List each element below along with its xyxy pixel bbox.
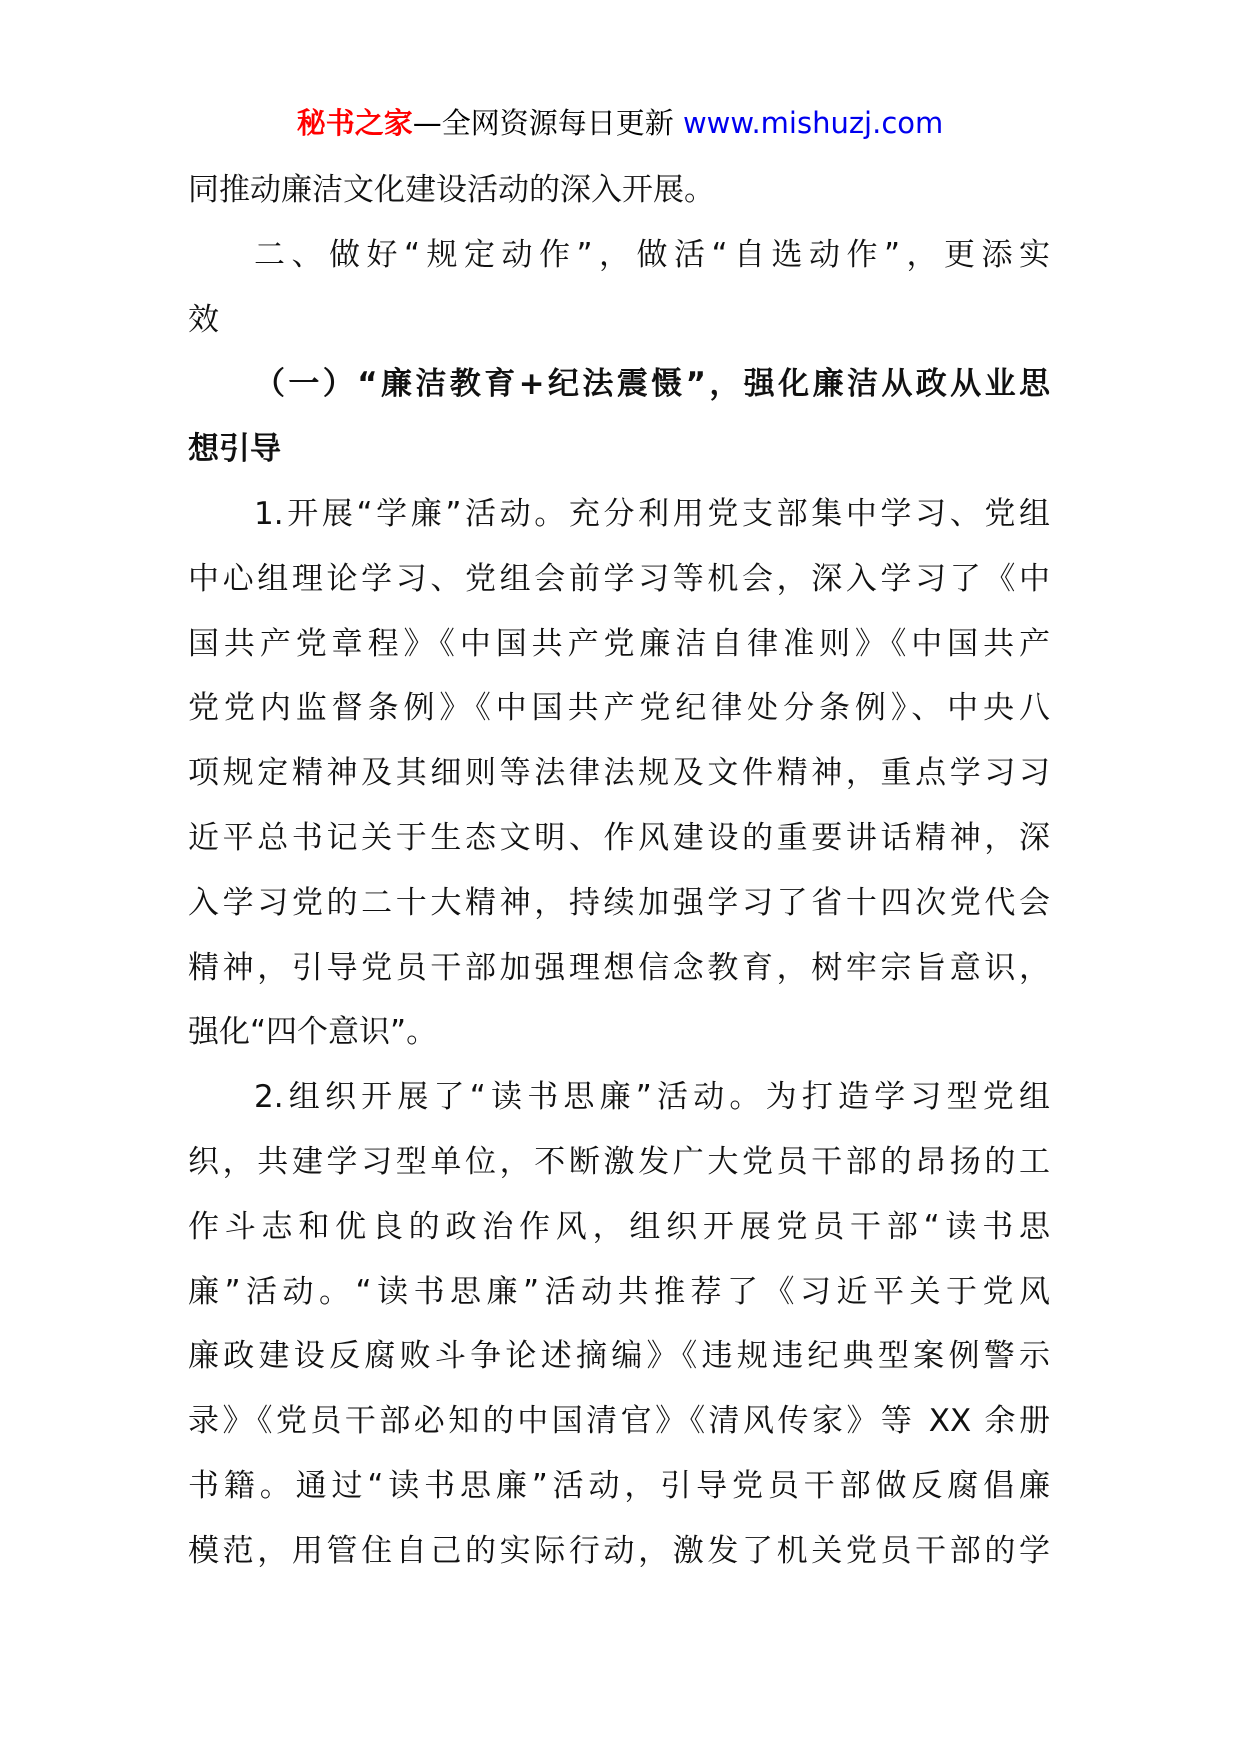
text-line: 国共产党章程》《中国共产党廉洁自律准则》《中国共产 [188, 625, 1050, 662]
text-line: 1.开展“学廉”活动。充分利用党支部集中学习、党组 [254, 495, 1050, 532]
text-line: 入学习党的二十大精神，持续加强学习了省十四次党代会 [188, 884, 1050, 921]
paragraph [188, 1065, 1050, 1583]
text-line: 项规定精神及其细则等法律法规及文件精神，重点学习习 [188, 755, 1050, 792]
text-line: 党党内监督条例》《中国共产党纪律处分条例》、中央八 [188, 690, 1050, 727]
text-line: 同推动廉洁文化建设活动的深入开展。 [188, 172, 715, 208]
text-line: 2.组织开展了“读书思廉”活动。为打造学习型党组 [254, 1079, 1050, 1116]
document-body [188, 158, 1050, 1584]
paragraph [188, 482, 1050, 1065]
site-url-link[interactable]: www.mishuzj.com [682, 106, 944, 140]
text-line: 中心组理论学习、党组会前学习等机会，深入学习了《中 [188, 560, 1050, 597]
text-line: 录》《党员干部必知的中国清官》《清风传家》等 XX 余册 [188, 1403, 1050, 1440]
text-line: 精神，引导党员干部加强理想信念教育，树牢宗旨意识， [188, 949, 1050, 986]
text-line: 强化“四个意识”。 [188, 1014, 438, 1051]
text-line: 效 [188, 301, 219, 338]
subheading [188, 352, 1050, 482]
header-tagline: —全网资源每日更新 [412, 106, 683, 140]
text-line: （一）“廉洁教育+纪法震慑”，强化廉洁从政从业思 [254, 366, 1050, 403]
text-line: 廉政建设反腐败斗争论述摘编》《违规违纪典型案例警示 [188, 1338, 1050, 1375]
text-line: 书籍。通过“读书思廉”活动，引导党员干部做反腐倡廉 [188, 1467, 1050, 1504]
text-line: 廉”活动。“读书思廉”活动共推荐了《习近平关于党风 [188, 1273, 1050, 1310]
text-line: 作斗志和优良的政治作风，组织开展党员干部“读书思 [188, 1208, 1050, 1245]
text-line: 织，共建学习型单位，不断激发广大党员干部的昂扬的工 [188, 1143, 1050, 1180]
text-line: 二、做好“规定动作”，做活“自选动作”，更添实 [254, 236, 1050, 273]
text-line: 想引导 [188, 431, 281, 468]
site-header [0, 104, 1240, 142]
heading [188, 223, 1050, 353]
text-line: 近平总书记关于生态文明、作风建设的重要讲话精神，深 [188, 819, 1050, 856]
brand-name: 秘书之家 [296, 106, 413, 140]
text-line: 模范，用管住自己的实际行动，激发了机关党员干部的学 [188, 1532, 1050, 1569]
paragraph [188, 158, 1050, 223]
